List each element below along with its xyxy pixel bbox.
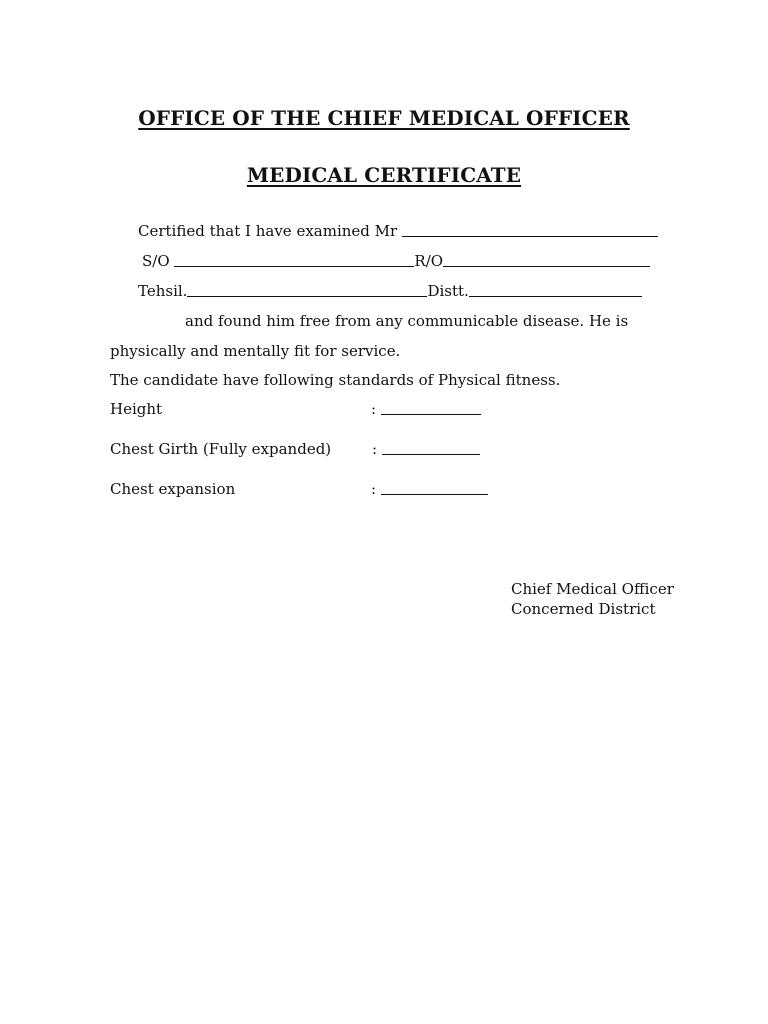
body-line-4: and found him free from any communicable disease. He is xyxy=(185,312,629,330)
body-line-5: physically and mentally fit for service. xyxy=(110,342,401,360)
chest-expansion-colon: : xyxy=(371,480,377,498)
distt-blank xyxy=(469,282,642,297)
chest-girth-value xyxy=(372,440,480,458)
certificate-title: MEDICAL CERTIFICATE xyxy=(246,163,522,187)
signature-title: Chief Medical Officer xyxy=(511,580,674,598)
chest-expansion-blank xyxy=(381,480,488,495)
distt-label: Distt. xyxy=(427,282,469,300)
chest-girth-label: Chest Girth (Fully expanded) xyxy=(110,440,332,458)
height-blank xyxy=(381,400,481,415)
so-ro-line xyxy=(142,252,650,270)
name-blank xyxy=(402,222,658,237)
height-label: Height xyxy=(110,400,163,418)
tehsil-blank xyxy=(187,282,427,297)
tehsil-distt-line xyxy=(138,282,642,300)
body-line-6: The candidate have following standards of Physical fitness. xyxy=(110,371,561,389)
chest-expansion-label: Chest expansion xyxy=(110,480,236,498)
office-title: OFFICE OF THE CHIEF MEDICAL OFFICER xyxy=(138,106,630,130)
tehsil-label: Tehsil. xyxy=(138,282,188,300)
chest-girth-blank xyxy=(382,440,480,455)
chest-expansion-value xyxy=(371,480,488,498)
chest-girth-colon: : xyxy=(372,440,378,458)
examined-label: Certified that I have examined Mr xyxy=(138,222,398,240)
height-value xyxy=(371,400,481,418)
ro-label: R/O xyxy=(414,252,444,270)
ro-blank xyxy=(443,252,650,267)
examined-line xyxy=(138,222,658,240)
height-colon: : xyxy=(371,400,377,418)
so-blank xyxy=(174,252,414,267)
signature-district: Concerned District xyxy=(511,600,656,618)
so-label: S/O xyxy=(142,252,170,270)
